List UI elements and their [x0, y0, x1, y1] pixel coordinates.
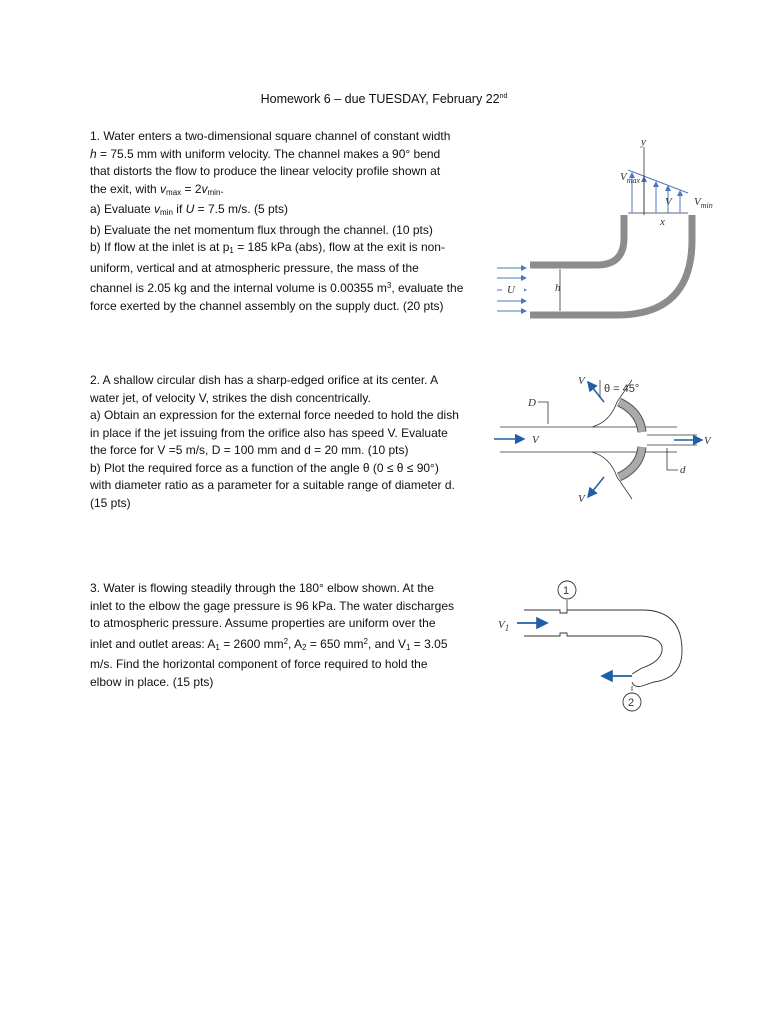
p2-line: with diameter ratio as a parameter for a suitable range of diameter d.: [90, 478, 455, 492]
v-in-label: V: [532, 434, 539, 446]
p2-line: 2. A shallow circular dish has a sharp-edged orifice at its center. A: [90, 373, 439, 387]
p1-line: the exit, with $v_{max} = 2v_{min}$.: [90, 181, 224, 197]
p3-line: to atmospheric pressure. Assume properties are uniform over the: [90, 616, 436, 630]
station-2-label: 2: [628, 697, 635, 709]
problem-3: [90, 580, 485, 691]
d-small-leader: [667, 448, 678, 470]
p1-line: force exerted by the channel assembly on the supply duct. (20 pts): [90, 298, 444, 313]
problem-2: [90, 372, 485, 512]
elbow-outer: [524, 610, 682, 687]
figure-channel-bend: [492, 135, 722, 325]
figure-180-elbow: [492, 578, 702, 728]
inner-wall: [530, 215, 624, 265]
v1-label: $V_1$: [498, 619, 510, 633]
figure-dish-orifice: [492, 372, 722, 512]
d-big-label: D: [528, 397, 536, 409]
d-big-leader: [538, 402, 548, 424]
p1-line: h = 75.5 mm with uniform velocity. The channel makes a 90° bend: [90, 146, 441, 161]
p2-line: in place if the jet issuing from the orifice also has speed V. Evaluate: [90, 425, 448, 440]
p2-line: a) Obtain an expression for the external force needed to hold the dish: [90, 408, 459, 422]
v-out-label: V: [704, 435, 711, 447]
vmin-label: $V_{min}$: [694, 196, 713, 210]
v-label: V: [665, 196, 672, 208]
p2-line: b) Plot the required force as a function of the angle θ (0 ≤ θ ≤ 90°): [90, 460, 439, 475]
p3-line: 3. Water is flowing steadily through the 180° elbow shown. At the: [90, 581, 434, 595]
p1-line: that distorts the flow to produce the linear velocity profile shown at: [90, 164, 441, 178]
p1-line: a) Evaluate $v_{min}$ if U = 7.5 m/s. (5 pts): [90, 202, 288, 217]
p1-line: b) Evaluate the net momentum flux through the channel. (10 pts): [90, 222, 433, 237]
dish-lower-fill: [619, 447, 642, 477]
p3-line: inlet to the elbow the gage pressure is 96 kPa. The water discharges: [90, 598, 454, 613]
vmax-label: $V_{max}$: [620, 171, 641, 185]
d-small-label: d: [680, 464, 686, 476]
p1-line: b) If flow at the inlet is at $p_1 = 185$ kPa (abs), flow at the exit is non-: [90, 240, 445, 255]
x-label: x: [660, 216, 665, 228]
p3-line: m/s. Find the horizontal component of force required to hold the: [90, 657, 428, 671]
page-title: Homework 6 – due TUESDAY, February 22nd: [260, 92, 508, 106]
dish-upper-fill: [619, 402, 642, 432]
station-1-label: 1: [563, 585, 570, 597]
p1-line: 1. Water enters a two-dimensional square channel of constant width: [90, 129, 451, 143]
u-label: U: [507, 284, 515, 296]
p3-line: inlet and outlet areas: $A_1 = 2600$ $mm^2$, $A_2 = 650$ $mm^2$, and $V_1 = 3.05$: [90, 636, 448, 652]
p2-line: (15 pts): [90, 495, 131, 510]
p2-line: the force for V =5 m/s, D = 100 mm and d = 20 mm. (10 pts): [90, 443, 409, 457]
p1-line: channel is 2.05 kg and the internal volume is 0.00355 $m^3$, evaluate the: [90, 281, 464, 295]
v-bottom-label: V: [578, 493, 585, 505]
upper-arrow: [588, 382, 604, 402]
theta-label: θ = 45°: [604, 383, 640, 395]
elbow-inner: [524, 633, 662, 674]
lower-arrow: [588, 477, 604, 497]
p1-line: uniform, vertical and at atmospheric pressure, the mass of the: [90, 260, 419, 275]
v-top-label: V: [578, 375, 585, 387]
p3-line: elbow in place. (15 pts): [90, 674, 214, 689]
p2-line: water jet, of velocity V, strikes the dish concentrically.: [90, 390, 371, 405]
y-label: y: [641, 136, 646, 148]
problem-1: [90, 128, 485, 315]
h-label: h: [555, 282, 561, 294]
